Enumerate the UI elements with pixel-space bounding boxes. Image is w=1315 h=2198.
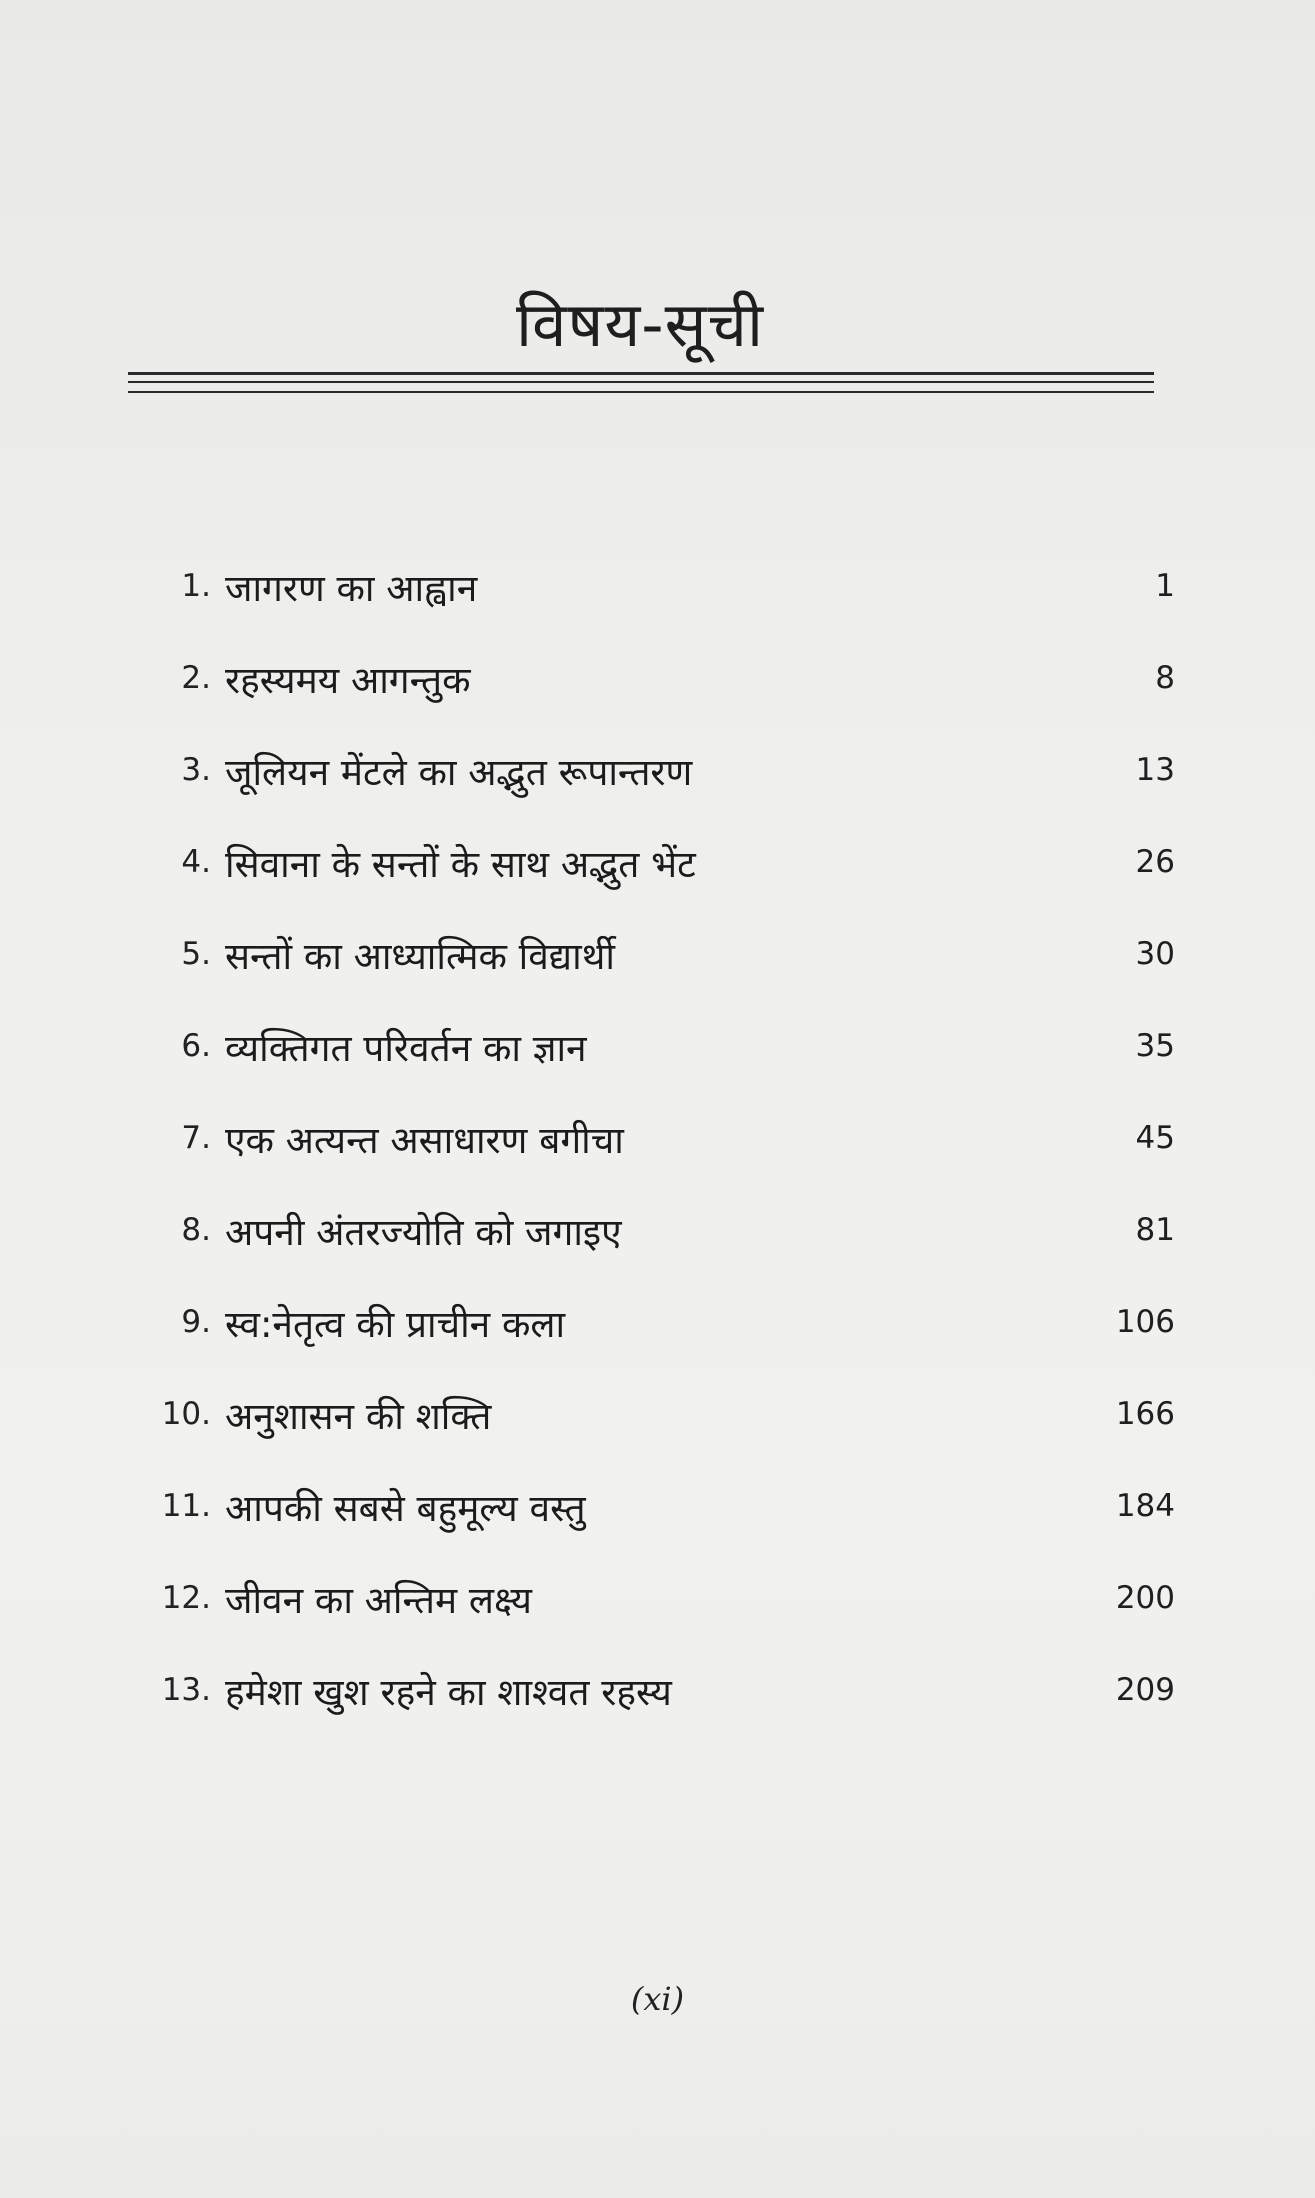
toc-entry-title: अनुशासन की शक्ति [225, 1394, 492, 1438]
toc-entry [145, 816, 1175, 908]
toc-entry-page: 200 [1115, 1580, 1175, 1616]
toc-entry [145, 540, 1175, 632]
toc-entry-page: 106 [1115, 1304, 1175, 1340]
toc-entry-page: 30 [1135, 936, 1175, 972]
toc-entry [145, 1276, 1175, 1368]
toc-entry-title: स्व:नेतृत्व की प्राचीन कला [225, 1302, 566, 1346]
toc-entry-title: जागरण का आह्वान [225, 566, 478, 610]
toc-entry-page: 81 [1135, 1212, 1175, 1248]
table-of-contents [145, 540, 1175, 1736]
toc-entry-number: 6. [181, 1028, 211, 1064]
toc-entry-number: 5. [181, 936, 211, 972]
toc-entry-number: 11. [161, 1488, 211, 1524]
toc-entry-number: 8. [181, 1212, 211, 1248]
toc-entry [145, 1644, 1175, 1736]
toc-entry-page: 1 [1155, 568, 1175, 604]
toc-entry-number: 4. [181, 844, 211, 880]
toc-entry-number: 7. [181, 1120, 211, 1156]
toc-entry-number: 12. [161, 1580, 211, 1616]
toc-entry-page: 26 [1135, 844, 1175, 880]
toc-entry-title: एक अत्यन्त असाधारण बगीचा [225, 1118, 624, 1162]
toc-entry-number: 10. [161, 1396, 211, 1432]
toc-entry-page: 166 [1115, 1396, 1175, 1432]
toc-entry-page: 184 [1115, 1488, 1175, 1524]
toc-entry [145, 632, 1175, 724]
toc-entry-title: सन्तों का आध्यात्मिक विद्यार्थी [225, 934, 615, 978]
toc-entry-number: 3. [181, 752, 211, 788]
title-rule-bottom [128, 391, 1154, 393]
toc-entry [145, 1368, 1175, 1460]
toc-entry-page: 45 [1135, 1120, 1175, 1156]
toc-entry-number: 2. [181, 660, 211, 696]
toc-entry-number: 1. [181, 568, 211, 604]
toc-entry [145, 724, 1175, 816]
toc-entry-page: 8 [1155, 660, 1175, 696]
toc-entry-title: रहस्यमय आगन्तुक [225, 658, 471, 702]
toc-entry [145, 1184, 1175, 1276]
toc-entry-page: 209 [1115, 1672, 1175, 1708]
toc-entry-title: जूलियन मेंटले का अद्भुत रूपान्तरण [225, 750, 693, 794]
toc-entry [145, 1000, 1175, 1092]
title-rule-top [128, 372, 1154, 375]
toc-entry-title: आपकी सबसे बहुमूल्य वस्तु [225, 1486, 586, 1530]
toc-entry-title: सिवाना के सन्तों के साथ अद्भुत भेंट [225, 842, 696, 886]
toc-entry [145, 1092, 1175, 1184]
toc-entry-title: व्यक्तिगत परिवर्तन का ज्ञान [225, 1026, 587, 1070]
toc-entry-number: 13. [161, 1672, 211, 1708]
title-rule-middle [128, 381, 1154, 383]
toc-entry-page: 35 [1135, 1028, 1175, 1064]
toc-entry [145, 1460, 1175, 1552]
toc-entry [145, 908, 1175, 1000]
toc-entry-title: हमेशा खुश रहने का शाश्वत रहस्य [225, 1670, 672, 1714]
page-title: विषय-सूची [515, 288, 765, 361]
toc-entry [145, 1552, 1175, 1644]
toc-entry-number: 9. [181, 1304, 211, 1340]
toc-entry-title: जीवन का अन्तिम लक्ष्य [225, 1578, 532, 1622]
toc-entry-title: अपनी अंतरज्योति को जगाइए [225, 1210, 622, 1254]
page-number: (xi) [630, 1980, 685, 2018]
toc-entry-page: 13 [1135, 752, 1175, 788]
